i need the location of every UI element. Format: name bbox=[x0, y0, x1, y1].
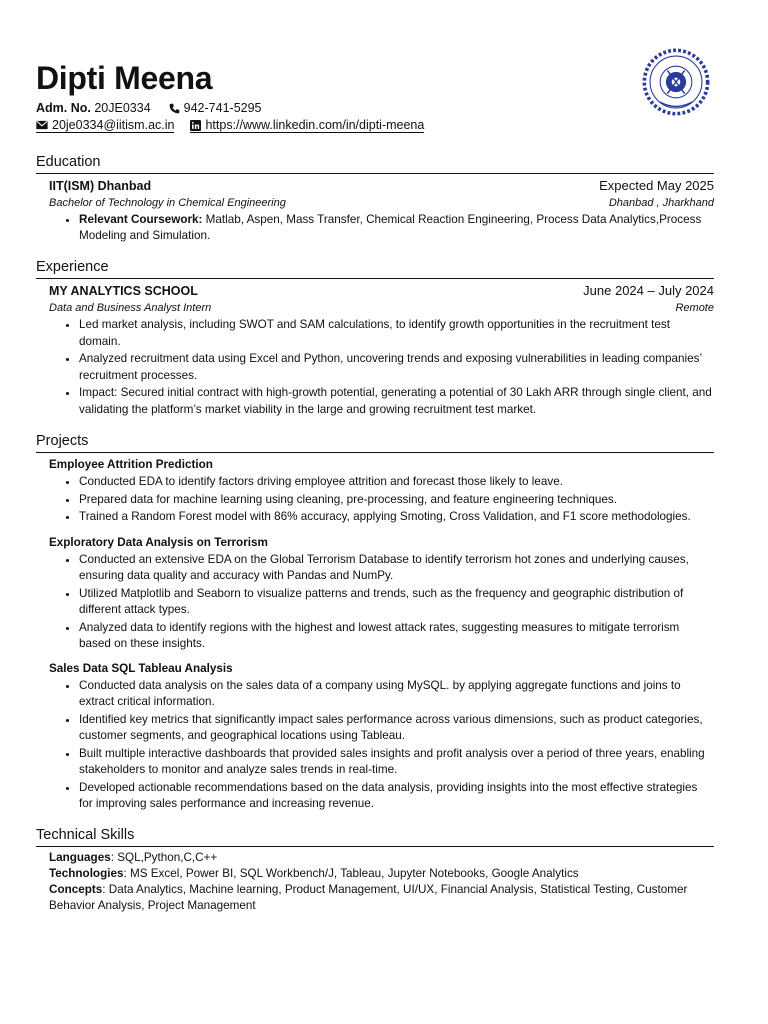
skills-technologies bbox=[49, 866, 714, 882]
education-date: Expected May 2025 bbox=[599, 178, 714, 193]
list-item bbox=[79, 212, 714, 244]
education-heading: Education bbox=[36, 153, 714, 174]
skills-label: Technologies bbox=[49, 867, 124, 881]
resume-page bbox=[36, 58, 714, 914]
contact-line-2 bbox=[36, 118, 714, 133]
skills-label: Concepts bbox=[49, 883, 103, 897]
list-item: • Impact: Secured initial contract with high-growth potential, generating a potential of 30 Lakh ARR through single client, and validating the platform’s market viability in the large and growing recruitment test market. bbox=[79, 385, 714, 417]
linkedin-url: https://www.linkedin.com/in/dipti-meena bbox=[205, 118, 425, 132]
list-item: • Analyzed data to identify regions with the highest and lowest attack rates, suggesting measures to mitigate terrorism based on these insights. bbox=[79, 620, 714, 652]
coursework-label: Relevant Coursework: bbox=[79, 213, 203, 226]
education-degree: Bachelor of Technology in Chemical Engineering bbox=[49, 197, 286, 209]
list-item: • Developed actionable recommendations based on the data analysis, providing insights into the most effective strategies for improving sales performance and increasing revenue. bbox=[79, 780, 714, 812]
list-item: • Analyzed recruitment data using Excel and Python, uncovering trends and exposing vulnerabilities in leading companies’ recruitment processes. bbox=[79, 351, 714, 383]
education-location: Dhanbad , Jharkhand bbox=[608, 197, 714, 209]
project-bullets bbox=[49, 552, 714, 652]
experience-bullets bbox=[49, 317, 714, 417]
contact-line-1 bbox=[36, 100, 714, 117]
skills-value: : SQL,Python,C,C++ bbox=[110, 851, 218, 865]
admission-number bbox=[36, 100, 151, 117]
coursework-text: Matlab, Aspen, Mass Transfer, Chemical Reaction Engineering, Process Data Analytics,Process Modeling and Simulation. bbox=[79, 213, 702, 243]
list-item: • Prepared data for machine learning using cleaning, pre-processing, and feature engineering techniques. bbox=[79, 492, 714, 508]
projects-section bbox=[36, 432, 714, 813]
list-item: • Led market analysis, including SWOT and SAM calculations, to identify growth opportunities in the recruitment test domain. bbox=[79, 317, 714, 349]
email-link[interactable] bbox=[36, 118, 174, 133]
skills-value: : Data Analytics, Machine learning, Product Management, UI/UX, Financial Analysis, Statistical Testing, Customer Behavior Analysis, Project Management bbox=[49, 883, 688, 913]
list-item: • Conducted EDA to identify factors driving employee attrition and forecast those likely to leave. bbox=[79, 474, 714, 490]
experience-company: MY ANALYTICS SCHOOL bbox=[49, 284, 198, 299]
project-title: Employee Attrition Prediction bbox=[49, 457, 213, 471]
skills-value: : MS Excel, Power BI, SQL Workbench/J, Tableau, Jupyter Notebooks, Google Analytics bbox=[123, 867, 579, 881]
admission-label: Adm. No. bbox=[36, 101, 91, 115]
admission-value: 20JE0334 bbox=[94, 101, 151, 115]
list-item: • Built multiple interactive dashboards that provided sales insights and profit analysis over a period of three years, enabling stakeholders to monitor and analyze sales trends in real-time. bbox=[79, 746, 714, 778]
list-item: • Utilized Matplotlib and Seaborn to visualize patterns and trends, such as the frequency and geographic distribution of different attack types. bbox=[79, 586, 714, 618]
linkedin-link[interactable] bbox=[190, 118, 424, 133]
education-institution: IIT(ISM) Dhanbad bbox=[49, 179, 152, 193]
experience-date: June 2024 – July 2024 bbox=[583, 283, 714, 299]
list-item: • Conducted data analysis on the sales data of a company using MySQL. by applying aggregate functions and joins to extract critical information. bbox=[79, 678, 714, 710]
phone-icon bbox=[169, 103, 180, 114]
experience-location: Remote bbox=[675, 302, 714, 315]
list-item: • Conducted an extensive EDA on the Global Terrorism Database to identify terrorism hot zones and underlying causes, ensuring data quality and accuracy with Pandas and NumPy. bbox=[79, 552, 714, 584]
experience-role: Data and Business Analyst Intern bbox=[49, 302, 212, 315]
linkedin-icon bbox=[190, 120, 201, 131]
experience-section bbox=[36, 258, 714, 417]
project-bullets bbox=[49, 474, 714, 526]
experience-heading: Experience bbox=[36, 258, 714, 279]
skills-section bbox=[36, 826, 714, 914]
projects-heading: Projects bbox=[36, 432, 714, 453]
phone-number: 942-741-5295 bbox=[183, 101, 262, 115]
phone bbox=[169, 100, 262, 117]
education-bullets bbox=[49, 212, 714, 244]
email-text: 20je0334@iitism.ac.in bbox=[52, 118, 175, 132]
envelope-icon bbox=[36, 120, 48, 130]
project-title: Exploratory Data Analysis on Terrorism bbox=[49, 535, 268, 549]
education-section bbox=[36, 153, 714, 244]
experience-entry bbox=[36, 282, 714, 417]
list-item: • Identified key metrics that significantly impact sales performance across various dimensions, such as product categories, customer segments, and geographical locations using Tableau. bbox=[79, 712, 714, 744]
skills-languages bbox=[49, 850, 714, 866]
project-title: Sales Data SQL Tableau Analysis bbox=[49, 662, 233, 676]
skills-concepts bbox=[49, 882, 714, 914]
candidate-name: Dipti Meena bbox=[36, 60, 213, 96]
skills-heading: Technical Skills bbox=[36, 826, 714, 847]
skills-list bbox=[36, 850, 714, 914]
education-entry bbox=[36, 177, 714, 244]
projects-entries bbox=[36, 456, 714, 813]
project-bullets bbox=[49, 678, 714, 812]
skills-label: Languages bbox=[49, 851, 111, 865]
list-item: • Trained a Random Forest model with 86% accuracy, applying Smoting, Cross Validation, and F1 score methodologies. bbox=[79, 509, 714, 525]
